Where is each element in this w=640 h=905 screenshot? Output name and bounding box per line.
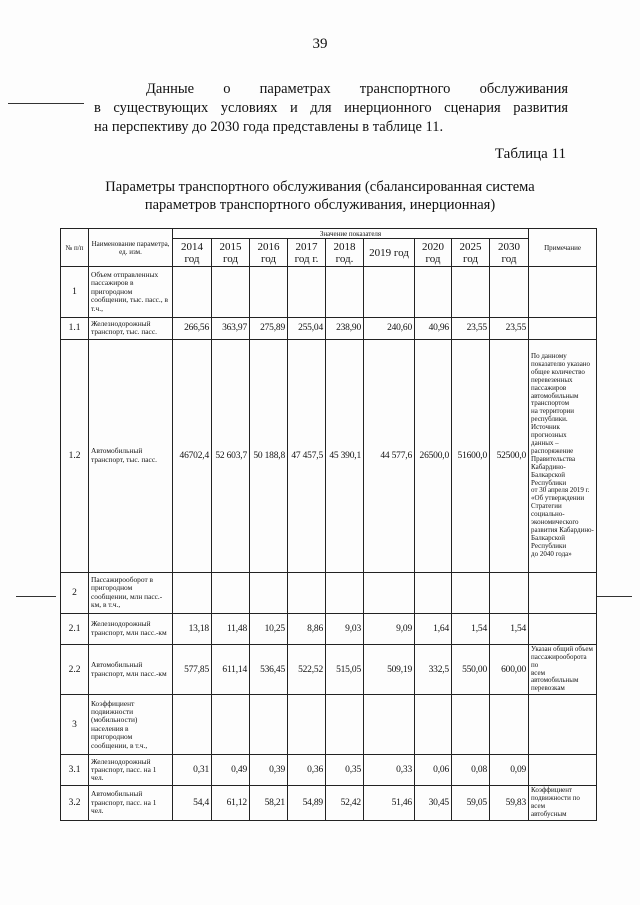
- row-number: 3.2: [61, 786, 89, 821]
- note-line: Балкарской: [531, 533, 566, 542]
- value-cell: 51,46: [364, 786, 415, 821]
- value-cell: 0,39: [250, 755, 288, 786]
- value-cell: 0,06: [415, 755, 452, 786]
- scan-artifact-line: [596, 596, 632, 597]
- value-cell: 59,83: [490, 786, 529, 821]
- value-cell: 11,48: [212, 613, 250, 644]
- table-row: [61, 572, 597, 613]
- value-cell: [326, 267, 364, 318]
- value-cell: [452, 695, 490, 755]
- row-note: [529, 755, 597, 786]
- note-line: развития Кабардино-: [531, 525, 594, 534]
- value-cell: 52 603,7: [212, 339, 250, 572]
- value-cell: 536,45: [250, 644, 288, 694]
- value-cell: [326, 695, 364, 755]
- row-parameter-name: Железнодорожный транспорт, млн пасс.-км: [89, 613, 173, 644]
- note-line: всем автомобильным: [531, 668, 579, 685]
- row-number: 2.2: [61, 644, 89, 694]
- value-cell: 1,54: [452, 613, 490, 644]
- row-number: 2.1: [61, 613, 89, 644]
- value-cell: [250, 572, 288, 613]
- row-note: [529, 572, 597, 613]
- table-row: [61, 644, 597, 694]
- note-line: до 2040 года»: [531, 549, 572, 558]
- value-cell: 13,18: [173, 613, 212, 644]
- header-year: 2017 год г.: [288, 239, 326, 267]
- page-number: 39: [312, 36, 328, 52]
- note-line: республики.: [531, 415, 568, 424]
- value-cell: 0,49: [212, 755, 250, 786]
- note-line: Указан общий объем: [531, 644, 593, 653]
- value-cell: 515,05: [326, 644, 364, 694]
- value-cell: [452, 572, 490, 613]
- header-year: 2019 год: [364, 239, 415, 267]
- row-note: [529, 644, 597, 694]
- note-line: подвижности по всем: [531, 794, 580, 811]
- table-row: [61, 339, 597, 572]
- header-year: 2018 год.: [326, 239, 364, 267]
- table-row: [61, 695, 597, 755]
- note-line: Стратегии социально-: [531, 502, 565, 519]
- value-cell: 332,5: [415, 644, 452, 694]
- row-parameter-name: Железнодорожный транспорт, пасс. на 1 чел.: [89, 755, 173, 786]
- value-cell: 0,35: [326, 755, 364, 786]
- intro-line-3: на перспективу до 2030 года представлены в таблице 11.: [94, 119, 444, 135]
- caption-line-2: параметров транспортного обслуживания, инерционная): [144, 197, 496, 213]
- value-cell: [364, 267, 415, 318]
- row-note: [529, 695, 597, 755]
- value-cell: 363,97: [212, 318, 250, 340]
- note-line: Источник прогнозных: [531, 423, 567, 440]
- note-line: По данному: [531, 352, 567, 361]
- value-cell: 8,86: [288, 613, 326, 644]
- header-year: 2025 год: [452, 239, 490, 267]
- value-cell: 10,25: [250, 613, 288, 644]
- value-cell: 23,55: [452, 318, 490, 340]
- row-note: [529, 318, 597, 340]
- value-cell: 275,89: [250, 318, 288, 340]
- value-cell: [212, 695, 250, 755]
- header-year: 2020 год: [415, 239, 452, 267]
- note-line: перевозкам: [531, 684, 565, 693]
- note-line: Республики: [531, 478, 567, 487]
- row-parameter-name: Коэффициент подвижности (мобильности) населения в пригородном сообщении, в т.ч.,: [89, 695, 173, 755]
- value-cell: [173, 267, 212, 318]
- header-number: № п/п: [61, 229, 89, 267]
- header-year: 2030 год: [490, 239, 529, 267]
- value-cell: 577,85: [173, 644, 212, 694]
- value-cell: [415, 267, 452, 318]
- row-parameter-name: Железнодорожный транспорт, тыс. пасс.: [89, 318, 173, 340]
- value-cell: 9,03: [326, 613, 364, 644]
- note-line: транспортом: [531, 399, 570, 408]
- row-number: 3: [61, 695, 89, 755]
- note-line: данных –: [531, 439, 559, 447]
- note-line: перевезенных: [531, 375, 573, 384]
- value-cell: 550,00: [452, 644, 490, 694]
- value-cell: 266,56: [173, 318, 212, 340]
- row-number: 1.1: [61, 318, 89, 340]
- note-line: пассажиров: [531, 383, 567, 392]
- value-cell: [490, 695, 529, 755]
- value-cell: 58,21: [250, 786, 288, 821]
- table-caption: [60, 178, 580, 214]
- value-cell: 52500,0: [490, 339, 529, 572]
- row-parameter-name: Автомобильный транспорт, млн пасс.-км: [89, 644, 173, 694]
- value-cell: 0,36: [288, 755, 326, 786]
- row-number: 3.1: [61, 755, 89, 786]
- note-line: общее количество: [531, 367, 585, 376]
- row-note: [529, 339, 597, 572]
- row-number: 1: [61, 267, 89, 318]
- value-cell: 9,09: [364, 613, 415, 644]
- value-cell: 54,89: [288, 786, 326, 821]
- note-line: Коэффициент: [531, 786, 573, 795]
- parameters-table: [60, 228, 597, 821]
- value-cell: [490, 572, 529, 613]
- note-line: экономического: [531, 518, 579, 527]
- row-note: [529, 613, 597, 644]
- value-cell: [415, 695, 452, 755]
- table-row: [61, 267, 597, 318]
- value-cell: 0,33: [364, 755, 415, 786]
- row-number: 2: [61, 572, 89, 613]
- note-line: «Об утверждении: [531, 494, 585, 503]
- value-cell: [490, 267, 529, 318]
- value-cell: 44 577,6: [364, 339, 415, 572]
- scan-artifact-line: [8, 103, 84, 104]
- header-parameter-name: Наименование параметра, ед. изм.: [89, 229, 173, 267]
- note-line: от 30 апреля 2019 г.: [531, 486, 590, 495]
- note-line: Кабардино-: [531, 462, 566, 471]
- row-parameter-name: Объем отправленных пассажиров в пригородном сообщении, тыс. пасс., в т.ч.,: [89, 267, 173, 318]
- value-cell: 54,4: [173, 786, 212, 821]
- table-row: [61, 755, 597, 786]
- value-cell: 40,96: [415, 318, 452, 340]
- value-cell: 51600,0: [452, 339, 490, 572]
- value-cell: 1,64: [415, 613, 452, 644]
- value-cell: 509,19: [364, 644, 415, 694]
- value-cell: 600,00: [490, 644, 529, 694]
- header-year: 2016 год: [250, 239, 288, 267]
- note-line: показателю указано: [531, 359, 591, 368]
- value-cell: [326, 572, 364, 613]
- row-parameter-name: Пассажирооборот в пригородном сообщении, млн пасс.-км, в т.ч.,: [89, 572, 173, 613]
- caption-line-1: Параметры транспортного обслуживания (сбалансированная система: [105, 179, 535, 195]
- note-line: Правительства: [531, 454, 576, 463]
- value-cell: 30,45: [415, 786, 452, 821]
- value-cell: 611,14: [212, 644, 250, 694]
- value-cell: 52,42: [326, 786, 364, 821]
- value-cell: [212, 267, 250, 318]
- note-line: Балкарской: [531, 470, 566, 479]
- value-cell: 522,52: [288, 644, 326, 694]
- value-cell: [288, 267, 326, 318]
- value-cell: [288, 695, 326, 755]
- value-cell: 255,04: [288, 318, 326, 340]
- value-cell: 45 390,1: [326, 339, 364, 572]
- row-number: 1.2: [61, 339, 89, 572]
- value-cell: [288, 572, 326, 613]
- header-year: 2014 год: [173, 239, 212, 267]
- value-cell: 46702,4: [173, 339, 212, 572]
- value-cell: 23,55: [490, 318, 529, 340]
- header-year: 2015 год: [212, 239, 250, 267]
- table-row: [61, 613, 597, 644]
- header-note: Примечание: [529, 229, 597, 267]
- row-parameter-name: Автомобильный транспорт, тыс. пасс.: [89, 339, 173, 572]
- value-cell: 0,31: [173, 755, 212, 786]
- value-cell: [364, 695, 415, 755]
- row-note: [529, 267, 597, 318]
- intro-line-1: Данные о параметрах транспортного обслуживания: [146, 81, 568, 97]
- note-line: распоряжение: [531, 446, 574, 455]
- table-row: [61, 318, 597, 340]
- value-cell: 61,12: [212, 786, 250, 821]
- value-cell: [173, 572, 212, 613]
- value-cell: 240,60: [364, 318, 415, 340]
- value-cell: 1,54: [490, 613, 529, 644]
- row-note: [529, 786, 597, 821]
- value-cell: 0,09: [490, 755, 529, 786]
- value-cell: 26500,0: [415, 339, 452, 572]
- row-parameter-name: Автомобильный транспорт, пасс. на 1 чел.: [89, 786, 173, 821]
- value-cell: [173, 695, 212, 755]
- value-cell: [415, 572, 452, 613]
- value-cell: 0,08: [452, 755, 490, 786]
- note-line: автобусным: [531, 809, 567, 818]
- table-label: Таблица 11: [494, 146, 566, 162]
- value-cell: 59,05: [452, 786, 490, 821]
- value-cell: 238,90: [326, 318, 364, 340]
- note-line: пассажирооборота по: [531, 652, 587, 669]
- value-cell: [250, 267, 288, 318]
- note-line: автомобильным: [531, 391, 579, 400]
- value-cell: 50 188,8: [250, 339, 288, 572]
- value-cell: [212, 572, 250, 613]
- value-cell: [250, 695, 288, 755]
- value-cell: [452, 267, 490, 318]
- table-row: [61, 786, 597, 821]
- note-line: на территории: [531, 407, 575, 416]
- intro-line-2: в существующих условиях и для инерционного сценария развития: [94, 100, 568, 116]
- scan-artifact-line: [16, 596, 56, 597]
- value-cell: 47 457,5: [288, 339, 326, 572]
- header-values: Значение показателя: [173, 229, 529, 239]
- note-line: Республики: [531, 541, 567, 550]
- intro-paragraph: [94, 80, 568, 137]
- value-cell: [364, 572, 415, 613]
